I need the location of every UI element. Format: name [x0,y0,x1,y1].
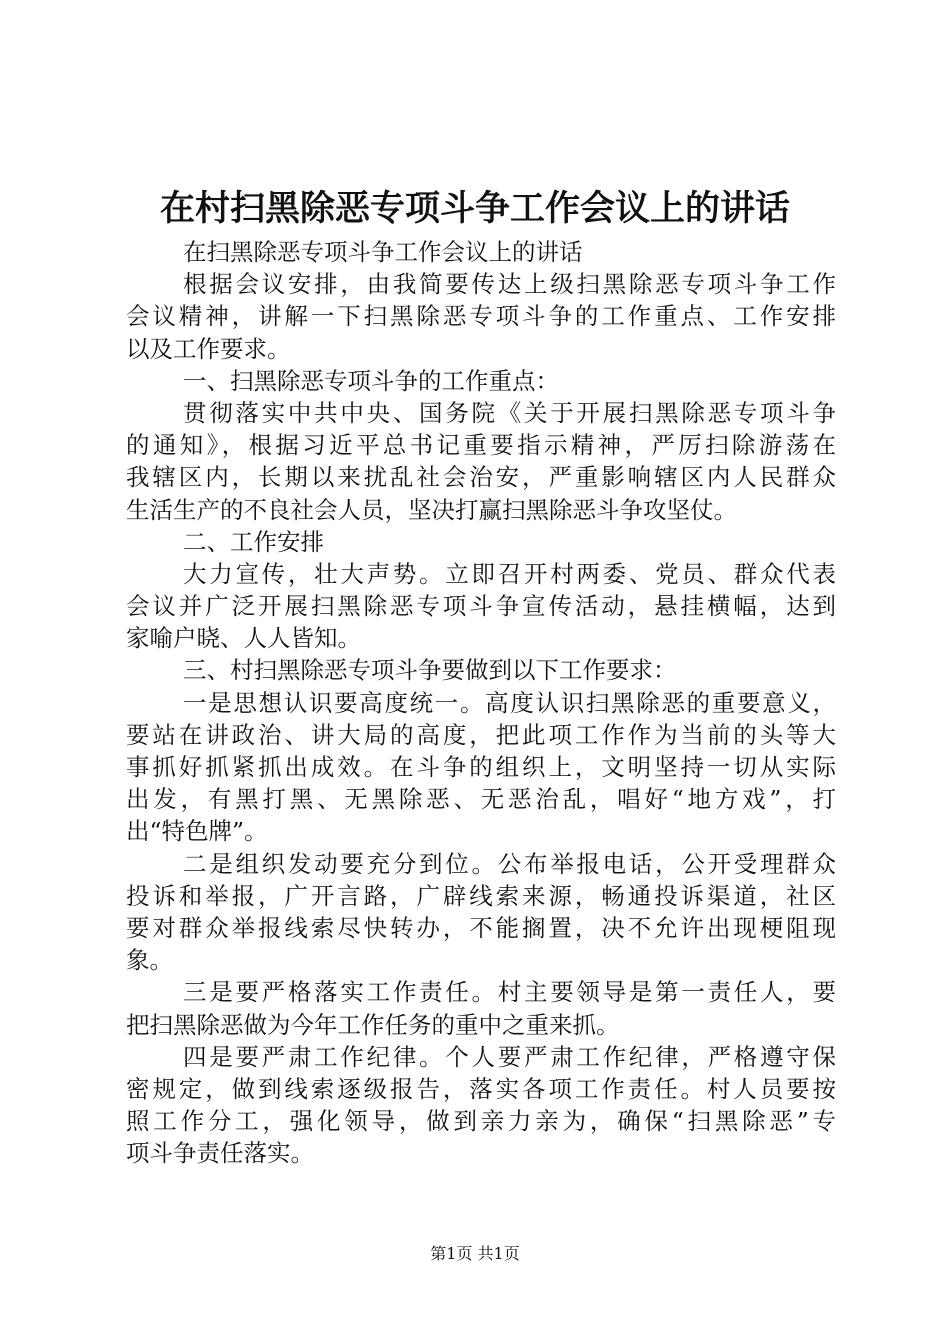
body-line: 大力宣传，壮大声势。立即召开村两委、党员、群众代表 [183,559,836,588]
body-line: 根据会议安排，由我简要传达上级扫黑除恶专项斗争工作 [183,270,836,299]
body-line: 要对群众举报线索尽快转办，不能搁置，决不允许出现梗阻现 [126,913,836,942]
body-line: 一、扫黑除恶专项斗争的工作重点： [183,366,559,395]
body-line: 出“特色牌”。 [126,817,268,846]
body-line: 会议并广泛开展扫黑除恶专项斗争宣传活动，悬挂横幅，达到 [126,592,836,621]
body-line: 生活生产的不良社会人员，坚决打赢扫黑除恶斗争攻坚仗。 [126,495,737,524]
body-line: 二是组织发动要充分到位。公布举报电话，公开受理群众 [183,849,836,878]
body-line: 照工作分工，强化领导，做到亲力亲为，确保“扫黑除恶”专 [126,1107,836,1136]
body-line: 四是要严肃工作纪律。个人要严肃工作纪律，严格遵守保 [183,1042,836,1071]
body-line: 投诉和举报，广开言路，广辟线索来源，畅通投诉渠道，社区 [126,881,836,910]
body-line: 要站在讲政治、讲大局的高度，把此项工作作为当前的头等大 [126,720,836,749]
body-line: 二、工作安排 [183,527,324,556]
body-line: 家喻户晓、人人皆知。 [126,624,361,653]
document-body [126,236,836,1169]
body-line: 象。 [126,946,173,975]
body-line: 三是要严格落实工作责任。村主要领导是第一责任人，要 [183,978,836,1007]
body-line: 事抓好抓紧抓出成效。在斗争的组织上，文明坚持一切从实际 [126,753,836,781]
body-line: 会议精神，讲解一下扫黑除恶专项斗争的工作重点、工作安排 [126,302,836,331]
body-line: 我辖区内，长期以来扰乱社会治安，严重影响辖区内人民群众 [126,463,836,492]
body-line: 三、村扫黑除恶专项斗争要做到以下工作要求： [183,656,677,685]
page-footer: 第1页 共1页 [430,1244,520,1263]
body-line: 出发，有黑打黑、无黑除恶、无恶治乱，唱好“地方戏”，打 [126,785,836,814]
body-line: 贯彻落实中共中央、国务院《关于开展扫黑除恶专项斗争 [183,398,836,427]
body-line: 的通知》，根据习近平总书记重要指示精神，严厉扫除游荡在 [126,431,836,460]
body-line: 在扫黑除恶专项斗争工作会议上的讲话 [183,238,583,266]
body-line: 一是思想认识要高度统一。高度认识扫黑除恶的重要意义， [183,688,836,717]
document-title: 在村扫黑除恶专项斗争工作会议上的讲话 [159,188,790,229]
body-line: 密规定，做到线索逐级报告，落实各项工作责任。村人员要按 [126,1074,836,1103]
body-line: 以及工作要求。 [126,334,291,363]
body-line: 把扫黑除恶做为今年工作任务的重中之重来抓。 [126,1010,620,1039]
body-line: 项斗争责任落实。 [126,1139,314,1168]
